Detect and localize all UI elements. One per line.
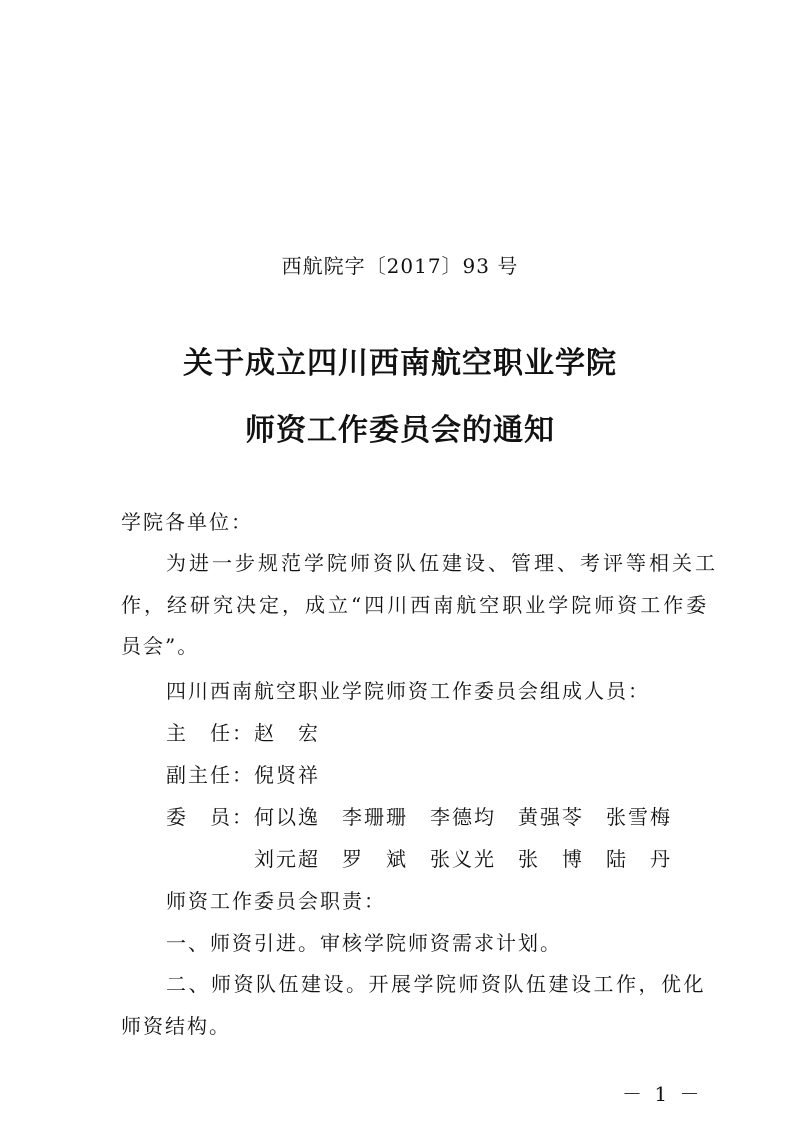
duties-title: 师资工作委员会职责： — [166, 889, 386, 913]
committee-members-label: 委 员： — [166, 805, 254, 829]
duty-2-line-1: 二、师资队伍建设。开展学院师资队伍建设工作，优化 — [166, 972, 706, 996]
salutation: 学院各单位： — [121, 510, 253, 534]
member-name: 陆 丹 — [606, 847, 672, 871]
notice-title-line-2: 师资工作委员会的通知 — [245, 413, 555, 448]
member-name: 张雪梅 — [606, 805, 672, 829]
member-name: 张义光 — [430, 847, 496, 871]
member-name: 黄强苓 — [518, 805, 584, 829]
deputy-director-name: 倪贤祥 — [254, 763, 320, 787]
member-name: 张 博 — [518, 847, 584, 871]
committee-members-row-1 — [166, 801, 694, 830]
committee-members-row-2 — [254, 843, 694, 872]
member-name: 李德均 — [430, 805, 496, 829]
director-name: 赵 宏 — [254, 721, 320, 745]
member-name: 何以逸 — [254, 805, 320, 829]
director-row — [166, 717, 342, 746]
paragraph-1-line-1: 为进一步规范学院师资队伍建设、管理、考评等相关工 — [166, 551, 718, 575]
deputy-director-label: 副主任： — [166, 763, 254, 787]
paragraph-1-line-2: 作，经研究决定，成立“四川西南航空职业学院师资工作委 — [121, 593, 710, 617]
duty-2-line-2: 师资结构。 — [121, 1014, 231, 1038]
duty-1: 一、师资引进。审核学院师资需求计划。 — [166, 931, 562, 955]
members-intro: 四川西南航空职业学院师资工作委员会组成人员： — [166, 679, 650, 703]
member-name: 刘元超 — [254, 847, 320, 871]
member-name: 李珊珊 — [342, 805, 408, 829]
member-name: 罗 斌 — [342, 847, 408, 871]
page-number: － 1 － — [622, 1082, 703, 1106]
notice-title-line-1: 关于成立四川西南航空职业学院 — [183, 346, 617, 381]
deputy-director-row — [166, 759, 342, 788]
document-number: 西航院字〔2017〕93 号 — [281, 254, 519, 278]
director-label: 主 任： — [166, 721, 254, 745]
paragraph-1-line-3: 员会”。 — [121, 634, 200, 658]
